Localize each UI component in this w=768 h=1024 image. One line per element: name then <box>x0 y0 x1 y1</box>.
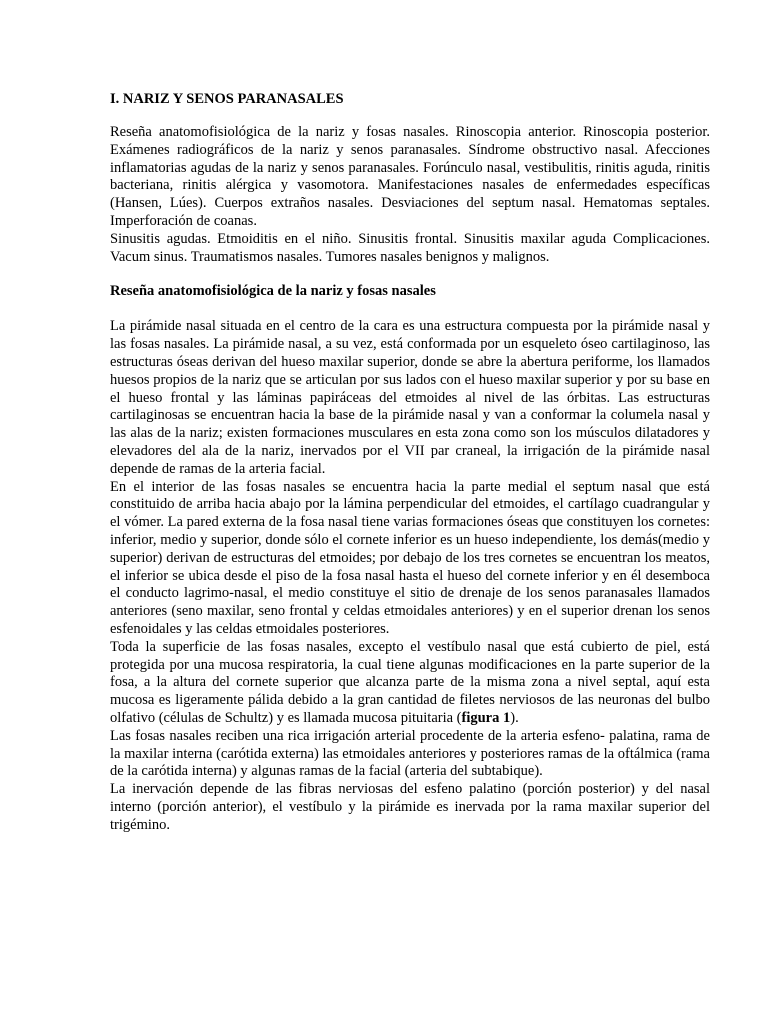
intro-paragraph-2: Sinusitis agudas. Etmoiditis en el niño. Sinusitis frontal. Sinusitis maxilar aguda Complicaciones. Vacum sinus. Traumatismos nasales. Tumores nasales benignos y malignos. <box>110 230 710 265</box>
body-paragraph-3-text: Toda la superficie de las fosas nasales, excepto el vestíbulo nasal que está cubierto de piel, está protegida por una mucosa respiratoria, la cual tiene algunas modificaciones en la parte superior de la fosa, a la altura del cornete superior que alcanza parte de la misma zona a nivel septal, aquí esta mucosa es ligeramente pálida debido a la gran cantidad de filetes nerviosos de las neuronas del bulbo olfativo (células de Schultz) y es llamada mucosa pituitaria ( <box>110 638 710 726</box>
section-title: Reseña anatomofisiológica de la nariz y fosas nasales <box>110 283 436 300</box>
figure-reference: figura 1 <box>461 709 511 726</box>
body-paragraph-4: Las fosas nasales reciben una rica irrigación arterial procedente de la arteria esfeno- palatina, rama de la maxilar interna (carótida externa) las etmoidales anteriores y posteriores ramas de la oftálmica (rama de la carótida interna) y algunas ramas de la facial (arteria del subtabique). <box>110 727 710 780</box>
body-paragraph-5: La inervación depende de las fibras nerviosas del esfeno palatino (porción posterior) y del nasal interno (porción anterior), el vestíbulo y la pirámide es inervada por la rama maxilar superior del trigémino. <box>110 781 710 833</box>
document-title: I. NARIZ Y SENOS PARANASALES <box>110 91 344 107</box>
body-paragraph-3-end: ). <box>510 709 519 726</box>
body-paragraph-3 <box>110 639 710 728</box>
body-paragraph-1: La pirámide nasal situada en el centro de la cara es una estructura compuesta por la pirámide nasal y las fosas nasales. La pirámide nasal, a su vez, está conformada por un esqueleto óseo cartilaginoso, las estructuras óseas derivan del hueso maxilar superior, donde se abre la abertura periforme, los llamados huesos propios de la nariz que se articulan por sus lados con el hueso maxilar superior y por su base en el hueso frontal y las láminas papiráceas del etmoides al nivel de las órbitas. Las estructuras cartilaginosas se encuentran hacia la base de la pirámide nasal y van a conformar la columela nasal y las alas de la nariz; existen formaciones musculares en esta zona como son los músculos dilatadores y elevadores del ala de la nariz, inervados por el VII par craneal, la irrigación de la pirámide nasal depende de ramas de la arteria facial. <box>110 318 710 477</box>
intro-paragraph-1: Reseña anatomofisiológica de la nariz y fosas nasales. Rinoscopia anterior. Rinoscopia posterior. Exámenes radiográficos de la nariz y senos paranasales. Síndrome obstructivo nasal. Afecciones inflamatorias agudas de la nariz y senos paranasales. Forúnculo nasal, vestibulitis, rinitis aguda, rinitis bacteriana, rinitis alérgica y vasomotora. Manifestaciones nasales de enfermedades específicas (Hansen, Lúes). Cuerpos extraños nasales. Desviaciones del septum nasal. Hematomas septales. Imperforación de coanas. <box>110 124 710 229</box>
spacer <box>110 266 710 282</box>
body-paragraph-2: En el interior de las fosas nasales se encuentra hacia la parte medial el septum nasal que está constituido de arriba hacia abajo por la lámina perpendicular del etmoides, el cartílago cuadrangular y el vómer. La pared externa de la fosa nasal tiene varias formaciones óseas que constituyen los cornetes: inferior, medio y superior, donde sólo el cornete inferior es un hueso independiente, los demás(medio y superior) derivan de estructuras del etmoides; por debajo de los tres cornetes se encuentran los meatos, el inferior se ubica desde el piso de la fosa nasal hasta el hueso del cornete inferior y en él desemboca el conducto lagrimo-nasal, el medio constituye el sitio de drenaje de los senos paranasales llamados anteriores (seno maxilar, seno frontal y celdas etmoidales anteriores) y en el superior drenan los senos esfenoidales y las celdas etmoidales posteriores. <box>110 478 710 637</box>
